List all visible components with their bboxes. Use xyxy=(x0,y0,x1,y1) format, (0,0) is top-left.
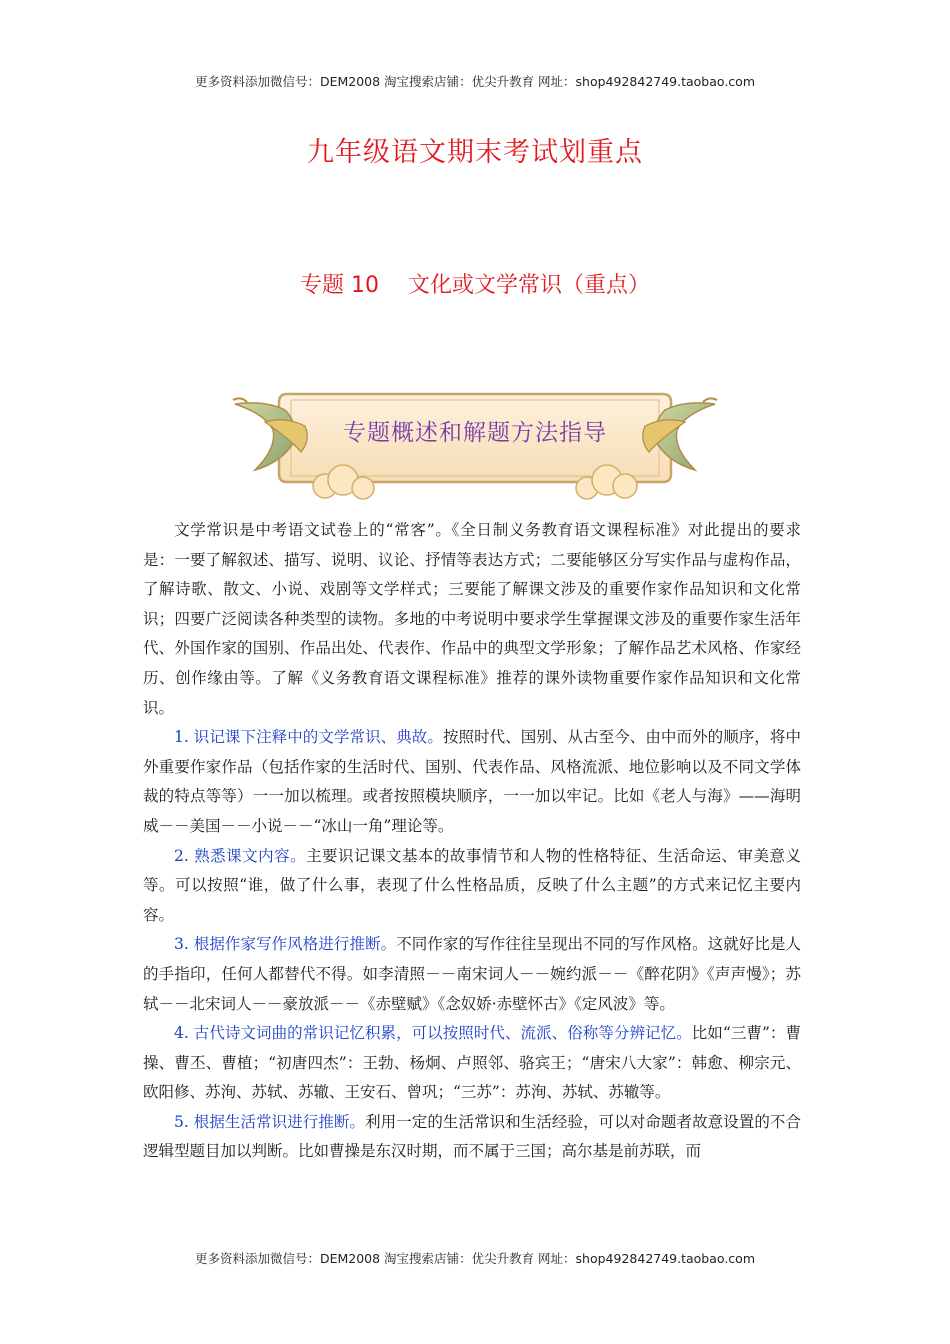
point-3 xyxy=(143,930,801,1019)
point-1-body: 按照时代、国别、从古至今、由中而外的顺序，将中外重要作家作品（包括作家的生活时代、国别、代表作品、风格流派、地位影响以及不同文学体裁的特点等等）一一加以梳理。或者按照模块顺序，一一加以牢记。比如《老人与海》——海明威－－美国－－小说－－“冰山一角”理论等。 xyxy=(143,728,801,835)
page-footer: 更多资料添加微信号：DEM2008 淘宝搜索店铺：优尖升教育 网址：shop492842749.taobao.com xyxy=(194,1251,756,1266)
point-2-heading: 2. 熟悉课文内容。 xyxy=(174,846,307,865)
point-1-heading: 1. 识记课下注释中的文学常识、典故。 xyxy=(174,728,443,747)
point-4-body: 比如“三曹”：曹操、曹丕、曹植；“初唐四杰”：王勃、杨炯、卢照邻、骆宾王；“唐宋八大家”：韩愈、柳宗元、欧阳修、苏洵、苏轼、苏辙、王安石、曾巩；“三苏”：苏洵、苏轼、苏辙等。 xyxy=(143,1024,801,1102)
point-3-heading: 3. 根据作家写作风格进行推断。 xyxy=(174,935,397,954)
banner-title: 专题概述和解题方法指导 xyxy=(343,420,607,446)
point-2 xyxy=(143,842,801,931)
page-title: 九年级语文期末考试划重点 xyxy=(307,137,643,168)
point-3-body: 不同作家的写作往往呈现出不同的写作风格。这就好比是人的手指印，任何人都替代不得。如李清照－－南宋词人－－婉约派－－《醉花阴》《声声慢》；苏轼－－北宋词人－－豪放派－－《赤壁赋》《念奴娇·赤壁怀古》《定风波》等。 xyxy=(143,935,801,1013)
point-5-body: 利用一定的生活常识和生活经验，可以对命题者故意设置的不合逻辑型题目加以判断。比如曹操是东汉时期，而不属于三国；高尔基是前苏联，而 xyxy=(143,1112,801,1161)
article-body xyxy=(143,516,801,1167)
section-subtitle: 专题 10 文化或文学常识（重点） xyxy=(300,273,650,298)
point-4-heading: 4. 古代诗文词曲的常识记忆积累，可以按照时代、流派、俗称等分辨记忆。 xyxy=(174,1024,692,1043)
point-1 xyxy=(143,723,801,841)
point-5 xyxy=(143,1108,801,1167)
page-header: 更多资料添加微信号：DEM2008 淘宝搜索店铺：优尖升教育 网址：shop492842749.taobao.com xyxy=(194,74,756,89)
point-2-body: 主要识记课文基本的故事情节和人物的性格特征、生活命运、审美意义等。可以按照“谁，做了什么事，表现了什么性格品质，反映了什么主题”的方式来记忆主要内容。 xyxy=(143,846,801,924)
point-4 xyxy=(143,1019,801,1108)
point-5-heading: 5. 根据生活常识进行推断。 xyxy=(174,1112,366,1131)
intro-paragraph: 文学常识是中考语文试卷上的“常客”。《全日制义务教育语文课程标准》对此提出的要求是：一要了解叙述、描写、说明、议论、抒情等表达方式；二要能够区分写实作品与虚构作品，了解诗歌、散文、小说、戏剧等文学样式；三要能了解课文涉及的重要作家作品知识和文化常识；四要广泛阅读各种类型的读物。多地的中考说明中要求学生掌握课文涉及的重要作家生活年代、外国作家的国别、作品出处、代表作、作品中的典型文学形象；了解作品艺术风格、作家经历、创作缘由等。了解《义务教育语文课程标准》推荐的课外读物重要作家作品知识和文化常识。 xyxy=(143,521,801,717)
